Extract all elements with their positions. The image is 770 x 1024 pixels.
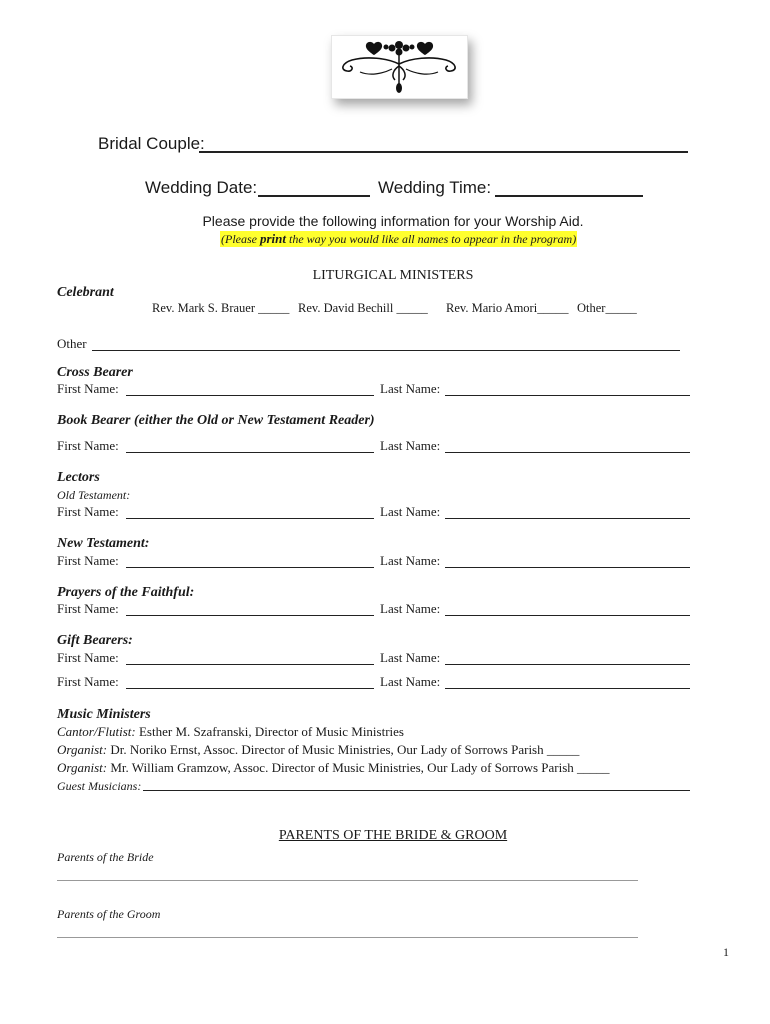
cantor-role: Cantor/Flutist: xyxy=(57,724,136,739)
new-testament-last-field[interactable] xyxy=(445,567,690,568)
guest-musicians-label: Guest Musicians: xyxy=(57,779,142,793)
new-testament-first-field[interactable] xyxy=(126,567,374,568)
liturgical-ministers-heading: LITURGICAL MINISTERS xyxy=(312,268,474,283)
organist-1-line[interactable] xyxy=(57,742,579,758)
cantor-name: Esther M. Szafranski, Director of Music Ministries xyxy=(138,724,404,739)
book-bearer-last-label: Last Name: xyxy=(380,438,441,453)
wedding-time-field[interactable] xyxy=(495,195,643,197)
new-testament-heading: New Testament: xyxy=(57,536,150,551)
prayers-first-label: First Name: xyxy=(57,601,119,616)
book-bearer-first-label: First Name: xyxy=(57,438,119,453)
bridal-couple-label: Bridal Couple: xyxy=(98,134,205,153)
parents-bride-label: Parents of the Bride xyxy=(57,850,154,864)
parents-groom-field[interactable] xyxy=(57,937,638,938)
gift-bearer-2-last-field[interactable] xyxy=(445,688,690,689)
print-note-before: (Please xyxy=(221,232,257,246)
wedding-date-label: Wedding Date: xyxy=(145,178,258,197)
new-testament-first-label: First Name: xyxy=(57,553,119,568)
old-testament-label: Old Testament: xyxy=(57,488,131,502)
organist-2-line[interactable] xyxy=(57,760,610,776)
book-bearer-heading: Book Bearer (either the Old or New Testament Reader) xyxy=(57,413,375,428)
parents-bride-field[interactable] xyxy=(57,880,638,881)
lectors-heading: Lectors xyxy=(57,470,100,485)
print-note xyxy=(220,231,577,247)
music-ministers-heading: Music Ministers xyxy=(57,707,151,722)
prayers-heading: Prayers of the Faithful: xyxy=(57,585,195,600)
book-bearer-first-field[interactable] xyxy=(126,452,374,453)
logo xyxy=(331,35,468,99)
old-testament-first-field[interactable] xyxy=(126,518,374,519)
celebrant-heading: Celebrant xyxy=(57,285,114,300)
celebrant-option-amori[interactable]: Rev. Mario Amori_____ xyxy=(446,301,569,315)
celebrant-option-other[interactable]: Other_____ xyxy=(577,301,637,315)
celebrant-option-bechill[interactable]: Rev. David Bechill _____ xyxy=(298,301,428,315)
old-testament-last-field[interactable] xyxy=(445,518,690,519)
book-bearer-last-field[interactable] xyxy=(445,452,690,453)
floral-hearts-ornament-icon xyxy=(332,36,467,98)
cross-bearer-first-field[interactable] xyxy=(126,395,374,396)
page-number: 1 xyxy=(723,945,729,959)
organist-2-name: Mr. William Gramzow, Assoc. Director of Music Ministries, Our Lady of Sorrows Parish _____ xyxy=(110,760,610,775)
cross-bearer-heading: Cross Bearer xyxy=(57,365,133,380)
gift-bearer-1-last-field[interactable] xyxy=(445,664,690,665)
bridal-couple-field[interactable] xyxy=(199,151,688,153)
print-note-after: the way you would like all names to appear in the program) xyxy=(289,232,577,246)
old-testament-first-label: First Name: xyxy=(57,504,119,519)
gift-bearers-heading: Gift Bearers: xyxy=(57,633,133,648)
new-testament-last-label: Last Name: xyxy=(380,553,441,568)
wedding-date-field[interactable] xyxy=(258,195,370,197)
other-field[interactable] xyxy=(92,350,680,351)
gift-bearer-1-last-label: Last Name: xyxy=(380,650,441,665)
worship-aid-instruction: Please provide the following information for your Worship Aid. xyxy=(202,213,584,229)
print-note-emphasis: print xyxy=(259,231,286,246)
celebrant-option-brauer[interactable]: Rev. Mark S. Brauer _____ xyxy=(152,301,290,315)
cross-bearer-last-field[interactable] xyxy=(445,395,690,396)
cross-bearer-first-label: First Name: xyxy=(57,381,119,396)
guest-musicians-field[interactable] xyxy=(143,790,690,791)
parents-groom-label: Parents of the Groom xyxy=(57,907,161,921)
organist-1-name: Dr. Noriko Ernst, Assoc. Director of Music Ministries, Our Lady of Sorrows Parish _____ xyxy=(110,742,580,757)
other-label: Other xyxy=(57,336,87,351)
old-testament-last-label: Last Name: xyxy=(380,504,441,519)
prayers-last-field[interactable] xyxy=(445,615,690,616)
organist-1-role: Organist: xyxy=(57,742,108,757)
gift-bearer-2-last-label: Last Name: xyxy=(380,674,441,689)
prayers-first-field[interactable] xyxy=(126,615,374,616)
gift-bearer-1-first-label: First Name: xyxy=(57,650,119,665)
gift-bearer-2-first-field[interactable] xyxy=(126,688,374,689)
wedding-time-label: Wedding Time: xyxy=(378,178,492,197)
cross-bearer-last-label: Last Name: xyxy=(380,381,441,396)
cantor-line xyxy=(57,724,404,740)
gift-bearer-2-first-label: First Name: xyxy=(57,674,119,689)
prayers-last-label: Last Name: xyxy=(380,601,441,616)
gift-bearer-1-first-field[interactable] xyxy=(126,664,374,665)
parents-heading: PARENTS OF THE BRIDE & GROOM xyxy=(278,828,508,843)
organist-2-role: Organist: xyxy=(57,760,108,775)
